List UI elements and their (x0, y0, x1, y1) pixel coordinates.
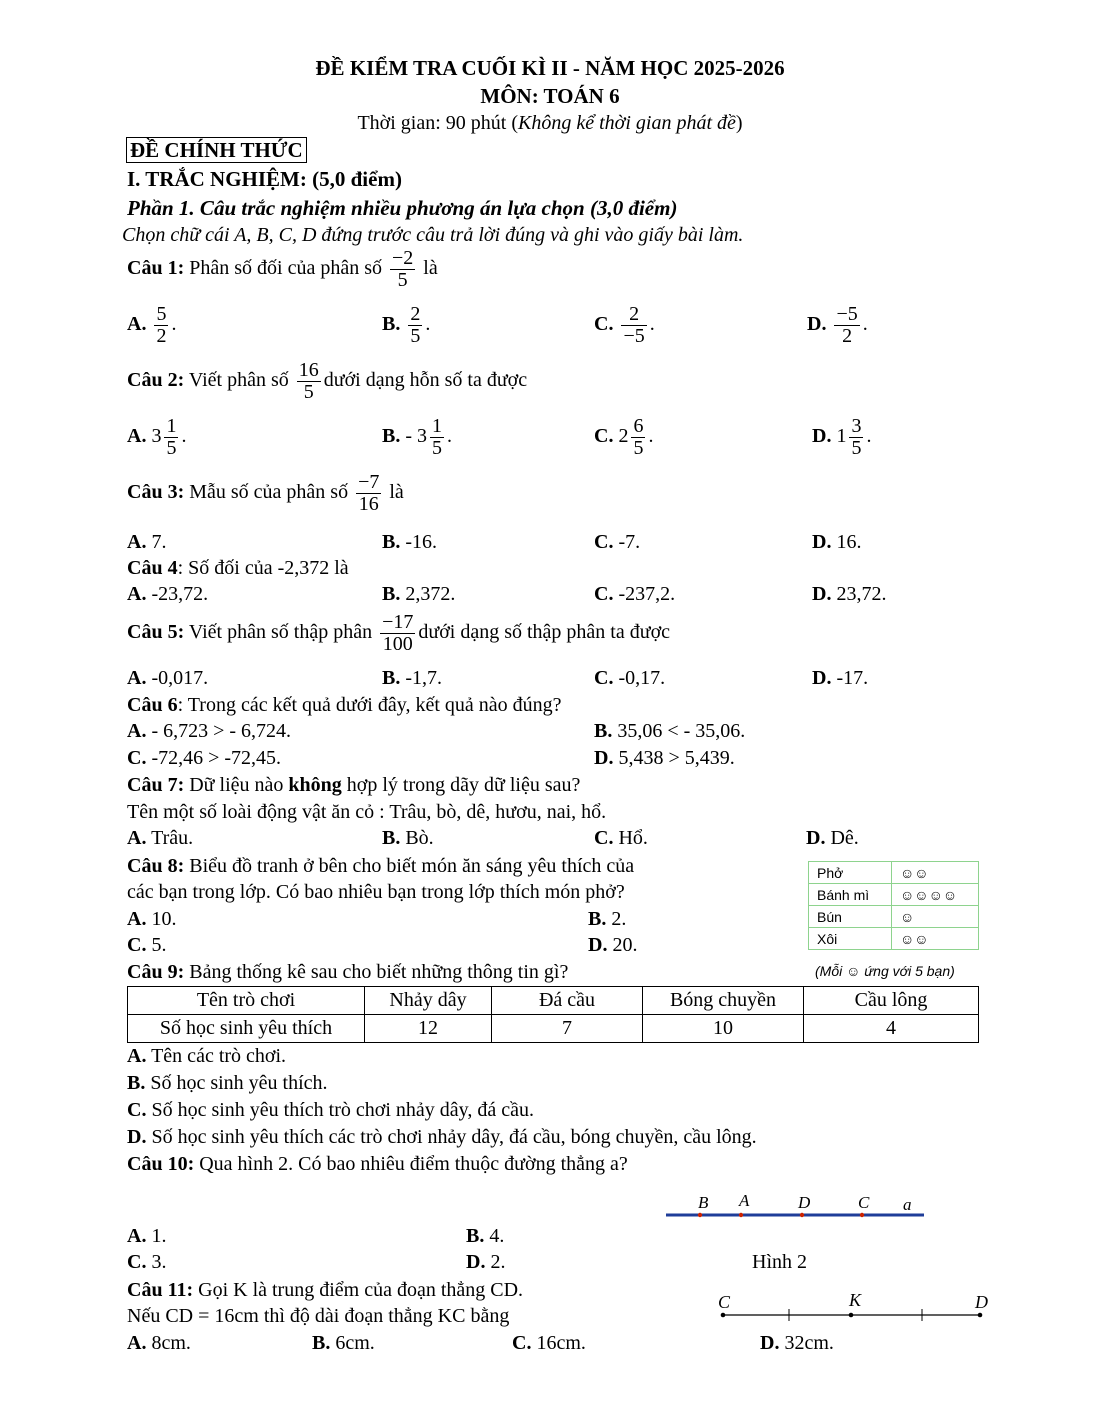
q7-option-b: B. Bò. (382, 827, 434, 849)
pictograph-table (808, 861, 979, 950)
q4-option-c: C. -237,2. (594, 583, 676, 605)
table-cell: Số học sinh yêu thích (128, 1015, 365, 1043)
smiley-icon: ☺ (892, 906, 979, 928)
q7-option-c: C. Hổ. (594, 827, 648, 849)
q4-option-b: B. 2,372. (382, 583, 456, 605)
label-b: B (698, 1193, 709, 1212)
point-d (978, 1313, 983, 1318)
pictograph-row (809, 928, 979, 950)
q11-option-a: A. 8cm. (127, 1332, 191, 1354)
q8-stem: Câu 8: Biểu đồ tranh ở bên cho biết món ăn sáng yêu thích của (127, 855, 635, 877)
q8-option-b: B. 2. (588, 908, 627, 930)
q6-option-d: D. 5,438 > 5,439. (594, 747, 735, 769)
q9-option-b: B. Số học sinh yêu thích. (127, 1072, 328, 1094)
q4-option-d: D. 23,72. (812, 583, 887, 605)
q11-option-b: B. 6cm. (312, 1332, 375, 1354)
q6-option-a: A. - 6,723 > - 6,724. (127, 720, 292, 742)
table-header-row (128, 987, 979, 1015)
q2-option-b: B. - 3 $\frac{1}{5}$ . (382, 415, 453, 459)
label-a-point: A (739, 1191, 750, 1210)
table-cell: 10 (643, 1015, 804, 1043)
pictograph-food: Bánh mì (809, 884, 892, 906)
q3-stem: Câu 3: Mẫu số của phân số $\frac{-7}{16}$ là (127, 471, 404, 515)
q11-stem-line2: Nếu CD = 16cm thì độ dài đoạn thẳng KC bằng (127, 1305, 510, 1327)
q9-option-c: C. Số học sinh yêu thích trò chơi nhảy dây, đá cầu. (127, 1099, 534, 1121)
table-header-cell: Đá cầu (492, 987, 643, 1015)
point-d (800, 1213, 804, 1217)
q10-option-c: C. 3. (127, 1251, 167, 1273)
point-c (860, 1213, 864, 1217)
q5-option-d: D. -17. (812, 667, 869, 689)
q3-option-c: C. -7. (594, 531, 641, 553)
q3-option-a: A. 7. (127, 531, 167, 553)
q8-option-c: C. 5. (127, 934, 167, 956)
q1-option-a: A. $\frac{5}{2}$ . (127, 303, 177, 347)
q11-stem: Câu 11: Gọi K là trung điểm của đoạn thẳng CD. (127, 1279, 524, 1301)
exam-subject: MÔN: TOÁN 6 (480, 84, 620, 108)
pictograph-note: (Mỗi ☺ ứng với 5 bạn) (815, 963, 955, 979)
q10-option-a: A. 1. (127, 1225, 167, 1247)
q10-option-d: D. 2. (466, 1251, 506, 1273)
part1-title: Phần 1. Câu trắc nghiệm nhiều phương án lựa chọn (3,0 điểm) (127, 196, 678, 220)
q10-stem: Câu 10: Qua hình 2. Có bao nhiêu điểm thuộc đường thẳng a? (127, 1153, 628, 1175)
pictograph-food: Phở (809, 862, 892, 884)
instruction: Chọn chữ cái A, B, C, D đứng trước câu trả lời đúng và ghi vào giấy bài làm. (122, 224, 744, 246)
smiley-icon: ☺☺ (892, 928, 979, 950)
label-d: D (975, 1292, 988, 1312)
figure-2-caption: Hình 2 (752, 1251, 807, 1273)
pictograph-food: Xôi (809, 928, 892, 950)
table-cell: 12 (365, 1015, 492, 1043)
table-header-cell: Tên trò chơi (128, 987, 365, 1015)
exam-time: Thời gian: 90 phút (Không kể thời gian phát đề) (357, 112, 743, 134)
q3-option-d: D. 16. (812, 531, 862, 553)
q9-option-d: D. Số học sinh yêu thích các trò chơi nhảy dây, đá cầu, bóng chuyền, cầu lông. (127, 1126, 757, 1148)
exam-title: ĐỀ KIỂM TRA CUỐI KÌ II - NĂM HỌC 2025-2026 (315, 56, 785, 80)
q9-stem: Câu 9: Bảng thống kê sau cho biết những thông tin gì? (127, 961, 569, 983)
table-header-cell: Bóng chuyền (643, 987, 804, 1015)
point-c (721, 1313, 726, 1318)
q5-stem: Câu 5: Viết phân số thập phân $\frac{-17}{100}$ dưới dạng số thập phân ta được (127, 611, 671, 655)
table-cell: 4 (804, 1015, 979, 1043)
label-k: K (849, 1290, 862, 1310)
q7-option-d: D. Dê. (806, 827, 859, 849)
q7-stem: Câu 7: Dữ liệu nào không hợp lý trong dãy dữ liệu sau? (127, 774, 581, 796)
point-b (698, 1213, 702, 1217)
q8-stem-line2: các bạn trong lớp. Có bao nhiêu bạn trong lớp thích món phở? (127, 881, 625, 903)
q1-option-b: B. $\frac{2}{5}$ . (382, 303, 431, 347)
q7-option-a: A. Trâu. (127, 827, 194, 849)
q4-option-a: A. -23,72. (127, 583, 209, 605)
q4-stem: Câu 4: Số đối của -2,372 là (127, 557, 349, 579)
stats-table (127, 986, 979, 1043)
q5-option-b: B. -1,7. (382, 667, 443, 689)
q6-stem: Câu 6: Trong các kết quả dưới đây, kết quả nào đúng? (127, 694, 562, 716)
label-line-a: a (903, 1195, 912, 1214)
q2-option-c: C. 2 $\frac{6}{5}$ . (594, 415, 654, 459)
q7-data-line: Tên một số loài động vật ăn cỏ : Trâu, bò, dê, hươu, nai, hổ. (127, 801, 607, 823)
pictograph-food: Bún (809, 906, 892, 928)
official-badge: ĐỀ CHÍNH THỨC (126, 138, 307, 163)
q9-option-a: A. Tên các trò chơi. (127, 1045, 287, 1067)
q6-option-b: B. 35,06 < - 35,06. (594, 720, 746, 742)
table-header-cell: Cầu lông (804, 987, 979, 1015)
label-c: C (718, 1292, 731, 1312)
q1-stem: Câu 1: Phân số đối của phân số $\frac{-2}{5}$ là (127, 247, 438, 291)
q2-option-d: D. 1 $\frac{3}{5}$ . (812, 415, 872, 459)
point-a (739, 1213, 743, 1217)
q11-option-c: C. 16cm. (512, 1332, 586, 1354)
pictograph-row (809, 884, 979, 906)
point-k (849, 1313, 854, 1318)
label-d: D (798, 1193, 811, 1212)
q3-option-b: B. -16. (382, 531, 438, 553)
q2-option-a: A. 3 $\frac{1}{5}$ . (127, 415, 187, 459)
q8-option-d: D. 20. (588, 934, 638, 956)
q5-option-a: A. -0,017. (127, 667, 209, 689)
label-c: C (858, 1193, 870, 1212)
section-title: I. TRẮC NGHIỆM: (5,0 điểm) (127, 167, 402, 191)
q6-option-c: C. -72,46 > -72,45. (127, 747, 282, 769)
smiley-icon: ☺☺☺☺ (892, 884, 979, 906)
pictograph-row (809, 862, 979, 884)
q8-option-a: A. 10. (127, 908, 177, 930)
q5-option-c: C. -0,17. (594, 667, 666, 689)
table-row (128, 1015, 979, 1043)
figure-segment-cd (710, 1288, 992, 1328)
q2-stem: Câu 2: Viết phân số $\frac{16}{5}$ dưới dạng hỗn số ta được (127, 359, 528, 403)
q11-option-d: D. 32cm. (760, 1332, 834, 1354)
q1-option-c: C. $\frac{2}{-5}$ . (594, 303, 655, 347)
smiley-icon: ☺☺ (892, 862, 979, 884)
figure-2-line-a (660, 1188, 930, 1224)
q10-option-b: B. 4. (466, 1225, 505, 1247)
q1-option-d: D. $\frac{-5}{2}$ . (807, 303, 868, 347)
pictograph-row (809, 906, 979, 928)
table-cell: 7 (492, 1015, 643, 1043)
table-header-cell: Nhảy dây (365, 987, 492, 1015)
